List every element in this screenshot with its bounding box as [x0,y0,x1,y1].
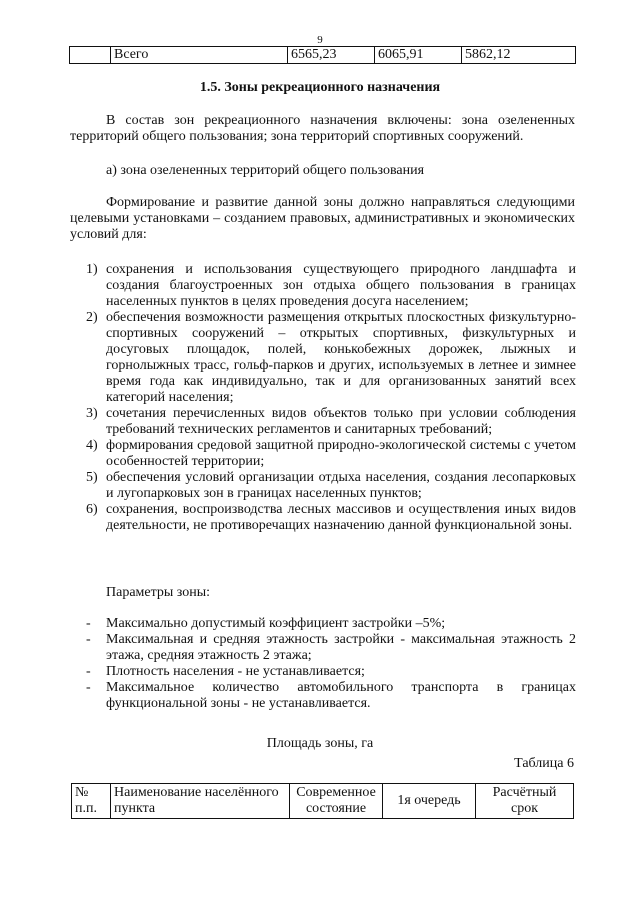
item-number: 3) [86,406,98,421]
list-item [86,262,576,310]
list-item [86,470,576,502]
intro-paragraph [70,113,575,145]
col-settlement-header: Наименование населённого пункта [111,784,290,819]
param-text: Плотность населения - не устанавливается; [106,664,365,679]
list-item [86,438,576,470]
param-text: Максимально допустимый коэффициент застройки –5%; [106,616,446,631]
item-text: сохранения и использования существующего природного ландшафта и создания благоустроенных зон отдыха общего пользования в границах населенных пунктов в целях проведения досуга населением; [106,262,576,309]
list-item: - Максимальная и средняя этажность застройки - максимальная этажность 2 этажа, средняя этажность 2 этажа; [86,632,576,663]
list-item: - Максимально допустимый коэффициент застройки –5%; [86,616,446,631]
param-text: Максимальная и средняя этажность застройки - максимальная этажность 2 этажа, средняя этажность 2 этажа; [106,632,576,663]
list-item [86,502,576,534]
page-number: 9 [317,34,323,46]
col-first-stage-header: 1я очередь [383,784,476,819]
total-label: Всего [111,47,288,64]
item-number: 6) [86,502,98,517]
area-table-header [71,783,574,819]
item-text: обеспечения условий организации отдыха населения, создания лесопарковых и лугопарковых зон в границах населенных пунктов; [106,470,576,501]
item-text: сочетания перечисленных видов объектов только при условии соблюдения требований технических регламентов и санитарных требований; [106,406,576,437]
params-heading [70,585,575,601]
col-estimated-header: Расчётный срок [476,784,574,819]
item-number: 2) [86,310,98,325]
area-caption: Площадь зоны, га [266,736,374,751]
table-row [72,784,574,819]
intro-text: В состав зон рекреационного назначения включены: зона озелененных территорий общего пользования; зона территорий спортивных сооружений. [70,113,575,144]
item-number: 4) [86,438,98,453]
numbered-list [86,262,576,534]
formation-text: Формирование и развитие данной зоны должно направляться следующими целевыми установками – созданием правовых, административных и экономических условий для: [70,195,575,242]
total-value-2: 6065,91 [375,47,462,64]
table-label: Таблица 6 [514,756,574,771]
subheading [70,163,575,179]
list-item [86,310,576,406]
list-item: - Максимальное количество автомобильного транспорта в границах функциональной зоны - не устанавливается. [86,680,576,711]
formation-paragraph [70,195,575,243]
item-text: обеспечения возможности размещения открытых плоскостных физкультурно-спортивных сооружений – открытых спортивных, физкультурных и досуговых площадок, полей, конькобежных дорожек, лыжных и горнолыжных трасс, гольф-парков и других, используемых в летнее и зимнее время года как индивидуально, так и для организованных занятий всех категорий населения; [106,310,576,405]
col-number-header: № п.п. [72,784,111,819]
item-number: 1) [86,262,98,277]
item-number: 5) [86,470,98,485]
table-row [70,47,576,64]
section-title: 1.5. Зоны рекреационного назначения [199,80,441,95]
col-current-header: Современное состояние [290,784,383,819]
item-text: формирования средовой защитной природно-экологической системы с учетом особенностей территории; [106,438,576,469]
params-list [86,616,576,712]
subheading-text: а) зона озелененных территорий общего пользования [106,163,425,178]
total-row-table [69,46,576,64]
item-text: сохранения, воспроизводства лесных массивов и осуществления иных видов деятельности, не противоречащих назначению данной функциональной зоны. [106,502,576,533]
total-value-3: 5862,12 [462,47,576,64]
param-text: Максимальное количество автомобильного транспорта в границах функциональной зоны - не устанавливается. [106,680,576,711]
params-heading-text: Параметры зоны: [106,585,211,600]
empty-cell [70,47,111,64]
list-item [86,406,576,438]
list-item: - Плотность населения - не устанавливается; [86,664,365,679]
total-value-1: 6565,23 [288,47,375,64]
